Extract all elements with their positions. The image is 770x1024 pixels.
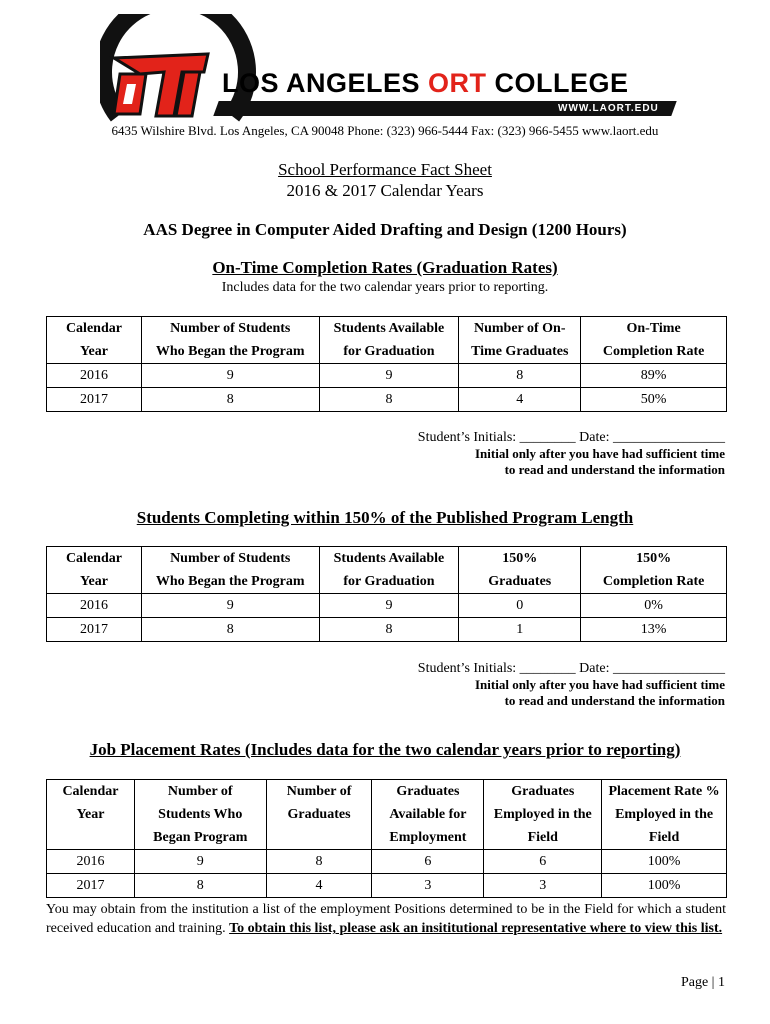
college-name: LOS ANGELES ORT COLLEGE	[222, 68, 629, 98]
header-cell: Calendar Year	[47, 317, 142, 364]
table-cell: 9	[141, 364, 319, 388]
table-cell: 9	[319, 594, 459, 618]
table-cell: 2017	[47, 618, 142, 642]
college-url[interactable]: WWW.LAORT.EDU	[558, 103, 659, 114]
table-cell: 8	[459, 364, 581, 388]
table-cell: 2016	[47, 850, 135, 874]
table-row	[47, 618, 727, 642]
table-cell: 8	[319, 388, 459, 412]
table-cell: 9	[141, 594, 319, 618]
section-150-title: Students Completing within 150% of the Published Program Length	[136, 508, 634, 527]
section-on-time-title: On-Time Completion Rates (Graduation Rates)	[212, 258, 558, 277]
initials-note: Initial only after you have had sufficient time	[474, 446, 725, 461]
table-cell: 8	[134, 874, 266, 898]
job-placement-table	[46, 779, 727, 898]
header-cell: Number of Graduates	[266, 780, 372, 850]
table-cell: 0%	[581, 594, 727, 618]
table-cell: 8	[141, 618, 319, 642]
table-cell: 2016	[47, 594, 142, 618]
header-cell: Number of On- Time Graduates	[459, 317, 581, 364]
header-cell: Students Available for Graduation	[319, 317, 459, 364]
table-cell: 2016	[47, 364, 142, 388]
table-cell: 4	[266, 874, 372, 898]
header-cell: Number of Students Who Began the Program	[141, 547, 319, 594]
table-row	[47, 388, 727, 412]
employment-list-note	[46, 900, 726, 938]
table-cell: 2017	[47, 874, 135, 898]
table-cell: 89%	[581, 364, 727, 388]
table-row	[47, 364, 727, 388]
page-number: Page | 1	[680, 975, 725, 990]
initials-block-2	[418, 661, 725, 709]
initials-block-1	[418, 430, 725, 478]
table-cell: 0	[459, 594, 581, 618]
initials-note: to read and understand the information	[504, 462, 725, 477]
initials-date-line: Student’s Initials: ________ Date: ________________	[417, 661, 725, 676]
initials-date-line: Student’s Initials: ________ Date: ________________	[417, 430, 725, 445]
initials-note: Initial only after you have had sufficient time	[474, 677, 725, 692]
on-time-table	[46, 316, 727, 412]
header-cell: 150% Completion Rate	[581, 547, 727, 594]
header-cell: Placement Rate % Employed in the Field	[602, 780, 727, 850]
table-cell: 6	[372, 850, 484, 874]
table-cell: 9	[319, 364, 459, 388]
section-on-time-subtitle: Includes data for the two calendar years prior to reporting.	[221, 280, 549, 295]
table-header-row	[47, 317, 727, 364]
table-cell: 1	[459, 618, 581, 642]
header-cell: Graduates Available for Employment	[372, 780, 484, 850]
header-cell: Number of Students Who Began the Program	[141, 317, 319, 364]
table-cell: 100%	[602, 850, 727, 874]
table-header-row	[47, 547, 727, 594]
header-cell: On-Time Completion Rate	[581, 317, 727, 364]
header-cell: 150% Graduates	[459, 547, 581, 594]
table-header-row	[47, 780, 727, 850]
table-cell: 4	[459, 388, 581, 412]
header-cell: Graduates Employed in the Field	[484, 780, 602, 850]
table-cell: 8	[319, 618, 459, 642]
table-cell: 100%	[602, 874, 727, 898]
table-row	[47, 874, 727, 898]
calendar-years-title: 2016 & 2017 Calendar Years	[286, 181, 484, 200]
header-cell: Calendar Year	[47, 780, 135, 850]
table-cell: 50%	[581, 388, 727, 412]
program-title: AAS Degree in Computer Aided Drafting and Design (1200 Hours)	[143, 220, 627, 239]
table-row	[47, 594, 727, 618]
table-cell: 6	[484, 850, 602, 874]
header-cell: Number of Students Who Began Program	[134, 780, 266, 850]
table-cell: 8	[141, 388, 319, 412]
header-cell: Calendar Year	[47, 547, 142, 594]
note-text: You may obtain from the institution a list of the employment Positions determined to be in the Field for which a student received education and training.	[46, 902, 726, 936]
table-cell: 2017	[47, 388, 142, 412]
header-cell: Students Available for Graduation	[319, 547, 459, 594]
address-line: 6435 Wilshire Blvd. Los Angeles, CA 90048 Phone: (323) 966-5444 Fax: (323) 966-5455 www.laort.edu	[111, 123, 659, 138]
table-cell: 3	[484, 874, 602, 898]
table-cell: 3	[372, 874, 484, 898]
table-cell: 9	[134, 850, 266, 874]
fact-sheet-title: School Performance Fact Sheet	[278, 160, 492, 179]
initials-note: to read and understand the information	[504, 693, 725, 708]
table-row	[47, 850, 727, 874]
table-cell: 13%	[581, 618, 727, 642]
note-instruction: To obtain this list, please ask an insititutional representative where to view this list.	[229, 921, 723, 936]
section-job-placement-title: Job Placement Rates (Includes data for the two calendar years prior to reporting)	[89, 740, 681, 759]
completion-150-table	[46, 546, 727, 642]
table-cell: 8	[266, 850, 372, 874]
